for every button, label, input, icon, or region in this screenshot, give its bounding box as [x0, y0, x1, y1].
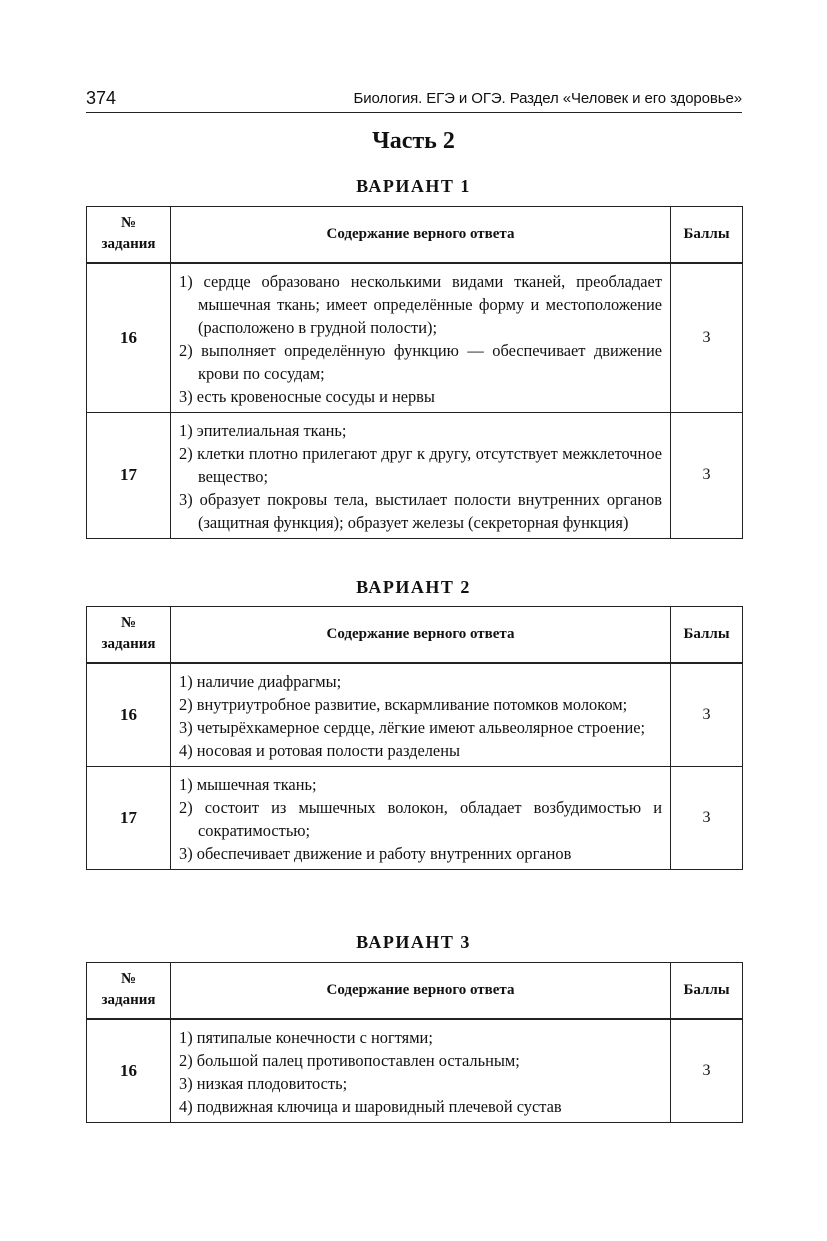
points-header: Баллы — [671, 207, 743, 263]
answer-item: 2) состоит из мышечных волокон, обладает возбудимостью и сократимостью; — [179, 797, 662, 840]
points-value: 3 — [671, 766, 743, 869]
num-sign: № — [120, 615, 137, 632]
variant-1-title: ВАРИАНТ 1 — [356, 176, 471, 196]
points-value: 3 — [671, 1019, 743, 1123]
answer-item: 3) низкая плодовитость; — [179, 1073, 348, 1093]
table-row — [87, 1019, 743, 1123]
answer-item: 1) мышечная ткань; — [179, 774, 317, 794]
answer-item: 3) обеспечивает движение и работу внутренних органов — [179, 843, 572, 863]
table-header-row — [87, 963, 743, 1019]
answer-item: 1) пятипалые конечности с ногтями; — [179, 1027, 433, 1047]
task-number: 17 — [87, 766, 171, 869]
num-sign: № — [120, 971, 137, 988]
content-header: Содержание верного ответа — [171, 207, 671, 263]
content-header: Содержание верного ответа — [171, 607, 671, 663]
page-number: 374 — [86, 88, 117, 108]
answer-item: 2) внутриутробное развитие, вскармливание потомков молоком; — [179, 694, 628, 714]
points-value: 3 — [671, 263, 743, 413]
table-row — [87, 412, 743, 538]
table-row — [87, 766, 743, 869]
task-number: 17 — [87, 412, 171, 538]
answer-item: 2) большой палец противопоставлен остальным; — [179, 1050, 520, 1070]
running-title: Биология. ЕГЭ и ОГЭ. Раздел «Человек и его здоровье» — [353, 90, 742, 107]
num-label: задания — [101, 992, 156, 1009]
table-header-row — [87, 607, 743, 663]
variant-1-table — [86, 206, 743, 539]
answer-item: 4) носовая и ротовая полости разделены — [179, 740, 460, 760]
answer-item: 1) сердце образовано несколькими видами тканей, преобладает мышечная ткань; имеет определённые форму и местоположение (расположено в грудной полости); — [179, 271, 662, 337]
answer-item: 3) четырёхкамерное сердце, лёгкие имеют альвеолярное строение; — [179, 717, 646, 737]
answer-item: 4) подвижная ключица и шаровидный плечевой сустав — [179, 1096, 562, 1116]
table-header-row — [87, 207, 743, 263]
task-number-header — [87, 963, 171, 1019]
answer-content — [171, 1019, 671, 1123]
variant-3-table — [86, 962, 743, 1123]
task-number: 16 — [87, 663, 171, 767]
points-value: 3 — [671, 412, 743, 538]
points-header: Баллы — [671, 607, 743, 663]
task-number-header — [87, 207, 171, 263]
points-value: 3 — [671, 663, 743, 767]
num-label: задания — [101, 636, 156, 653]
variant-3-title: ВАРИАНТ 3 — [356, 932, 471, 952]
variant-2-title: ВАРИАНТ 2 — [356, 577, 471, 597]
content-header: Содержание верного ответа — [171, 963, 671, 1019]
variant-2-table — [86, 606, 743, 870]
task-number: 16 — [87, 1019, 171, 1123]
answer-item: 3) образует покровы тела, выстилает полости внутренних органов (защитная функция); образует железы (секреторная функция) — [179, 489, 662, 532]
task-number-header — [87, 607, 171, 663]
answer-item: 3) есть кровеносные сосуды и нервы — [179, 386, 435, 406]
page-header — [86, 86, 742, 113]
answer-item: 1) наличие диафрагмы; — [179, 671, 342, 691]
answer-item: 1) эпителиальная ткань; — [179, 420, 347, 440]
task-number: 16 — [87, 263, 171, 413]
part-title: Часть 2 — [372, 128, 455, 154]
answer-item: 2) выполняет определённую функцию — обеспечивает движение крови по сосудам; — [179, 340, 662, 383]
table-row — [87, 263, 743, 413]
answer-content — [171, 766, 671, 869]
answer-content — [171, 412, 671, 538]
answer-content — [171, 263, 671, 413]
answer-content — [171, 663, 671, 767]
table-row — [87, 663, 743, 767]
num-label: задания — [101, 236, 156, 253]
num-sign: № — [120, 215, 137, 232]
answer-item: 2) клетки плотно прилегают друг к другу, отсутствует межклеточное вещество; — [179, 443, 662, 486]
points-header: Баллы — [671, 963, 743, 1019]
